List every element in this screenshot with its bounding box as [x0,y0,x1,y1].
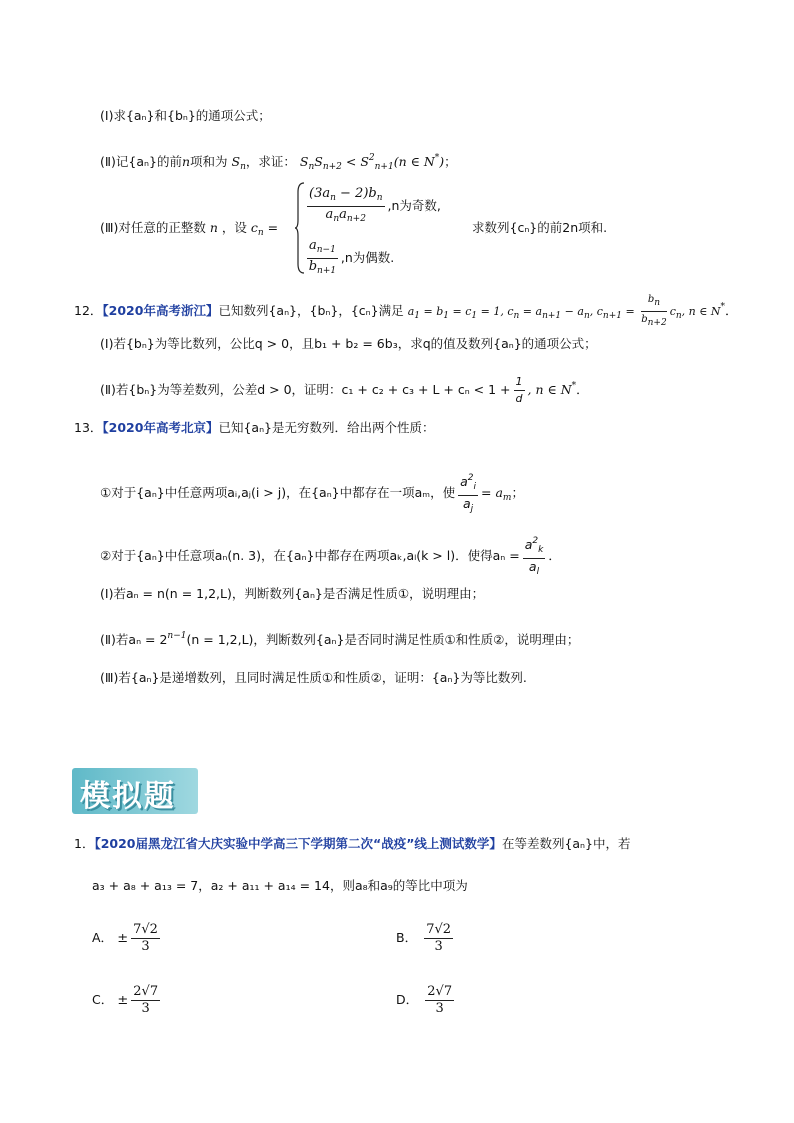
q11-case1-text: ,n为奇数, [387,198,441,213]
q13-stem [74,418,435,439]
option-c-label: C． [92,992,114,1007]
option-c-prefix: ± [117,993,129,1008]
mq1-line2: a₃ + a₈ + a₁₃ = 7，a₂ + a₁₁ + a₁₄ = 14，则a₈和a₉的等比中项为 [92,878,468,893]
q13-part2-prefix: (Ⅱ)若aₙ = 2 [100,632,168,647]
mq1-stem-tail: 在等差数列{aₙ}中，若 [501,836,631,851]
q11-case2: $\frac{a_{n-1}}{b_{n+1}}$ ,n为偶数. [308,238,395,276]
option-a-prefix: ± [117,931,129,946]
q13-part3: (Ⅲ)若{aₙ}是递增数列，且同时满足性质①和性质②，证明：{aₙ}为等比数列. [100,670,527,685]
mq1-source: 【2020届黑龙江省大庆实验中学高三下学期第二次“战疫”线上测试数学】 [94,836,502,851]
q13-part2-suffix: (n = 1,2,L)，判断数列{aₙ}是否同时满足性质①和性质②，说明理由； [186,632,580,647]
banner-title: 模拟题 [80,779,176,814]
q11-part3-mid: ，设 [221,220,247,235]
q12-part2: (Ⅱ)若{bₙ}为等差数列，公差d > 0，证明：c₁ + c₂ + c₃ + L + cₙ < 1 + $\frac{1}{d}$ , n ∈ N*． [100,375,589,405]
q12-source: 【2020年高考浙江】 [102,303,219,318]
option-b-den: 3 [434,939,443,954]
option-d[interactable] [396,984,457,1017]
q12-stem: 12．【2020年高考浙江】已知数列{aₙ}，{bₙ}，{cₙ}满足 $a_1 = b_1 = c_1 = 1$, $c_n = a_{n+1} - a_n$, $c_{n+1}$ = $\frac{bn}{bn+2}$ $c_n$, n ∈ N*． [74,294,739,328]
q13-number: 13． [74,420,103,435]
option-c-den: 3 [141,1001,150,1016]
option-a[interactable] [92,922,163,955]
option-d-den: 3 [435,1001,444,1016]
q11-part2-prefix: (Ⅱ)记{aₙ}的前 [100,154,182,169]
option-a-num: 7√2 [133,922,158,937]
q13-prop2-text: ②对于{aₙ}中任意项aₙ(n. 3)，在{aₙ}中都存在两项aₖ,aₗ(k > l)．使得aₙ = [100,548,520,563]
option-b-label: B． [396,930,418,945]
q13-prop1-text: ①对于{aₙ}中任意两项aᵢ,aⱼ(i > j)，在{aₙ}中都存在一项aₘ，使 [100,485,456,500]
simulation-banner [72,768,198,814]
mq1-stem [74,834,630,855]
q12-part1: (Ⅰ)若{bₙ}为等比数列，公比q > 0，且b₁ + b₂ = 6b₃，求q的值及数列{aₙ}的通项公式； [100,336,597,351]
option-a-label: A． [92,930,114,945]
q11-part3-prefix: (Ⅲ)对任意的正整数 [100,220,206,235]
option-d-num: 2√7 [427,984,453,999]
option-b[interactable] [396,922,456,955]
q11-part3-suffix: 求数列{cₙ}的前2n项和. [472,220,608,235]
q13-prop2: ②对于{aₙ}中任意项aₙ(n. 3)，在{aₙ}中都存在两项aₖ,aₗ(k > l)．使得aₙ = $\frac{a^2_k}{a_l}$ ． [100,533,561,580]
option-c-num: 2√7 [133,984,159,999]
q11-case1: $\frac{(3a_n - 2)b_n}{a_na_{n+2}}$ ,n为奇数, [309,186,441,224]
option-b-num: 7√2 [426,922,452,937]
q12-number: 12． [74,303,103,318]
q11-part2-suffix: ，求证： [245,154,296,169]
q13-prop1: ①对于{aₙ}中任意两项aᵢ,aⱼ(i > j)，在{aₙ}中都存在一项aₘ，使 $\frac{a^2_i}{a_j}$ = $a_m$； [100,470,524,517]
q11-part2: (Ⅱ)记{aₙ}的前n项和为 $S_n$，求证： $S_nS_{n+2} < S^2_{n+1}(n$ ∈ N*)； [100,153,457,172]
q13-stem-text: 已知{aₙ}是无穷数列．给出两个性质： [218,420,435,435]
q11-part1: (Ⅰ)求{aₙ}和{bₙ}的通项公式； [100,108,271,123]
q13-part2: (Ⅱ)若$a_n = 2^{n-1}(n = 1,2,L)$，判断数列{aₙ}是否同时满足性质①和性质②，说明理由； [100,631,580,647]
q11-part3-prefix-line: (Ⅲ)对任意的正整数 n ，设 $c_n$ = [100,220,279,238]
q13-part1: (Ⅰ)若aₙ = n(n = 1,2,L)，判断数列{aₙ}是否满足性质①，说明理由； [100,586,485,601]
mq1-number: 1． [74,836,95,851]
option-d-label: D． [396,992,419,1007]
q12-stem-prefix: 已知数列{aₙ}，{bₙ}，{cₙ}满足 [218,303,404,318]
q12-part2-text: (Ⅱ)若{bₙ}为等差数列，公差d > 0，证明：c₁ + c₂ + c₃ + L + cₙ < 1 + [100,382,511,397]
option-c[interactable] [92,984,163,1017]
option-a-den: 3 [141,939,150,954]
q11-case2-text: ,n为偶数. [340,250,395,265]
q11-part2-mid: 项和为 [190,154,228,169]
q13-source: 【2020年高考北京】 [102,420,219,435]
